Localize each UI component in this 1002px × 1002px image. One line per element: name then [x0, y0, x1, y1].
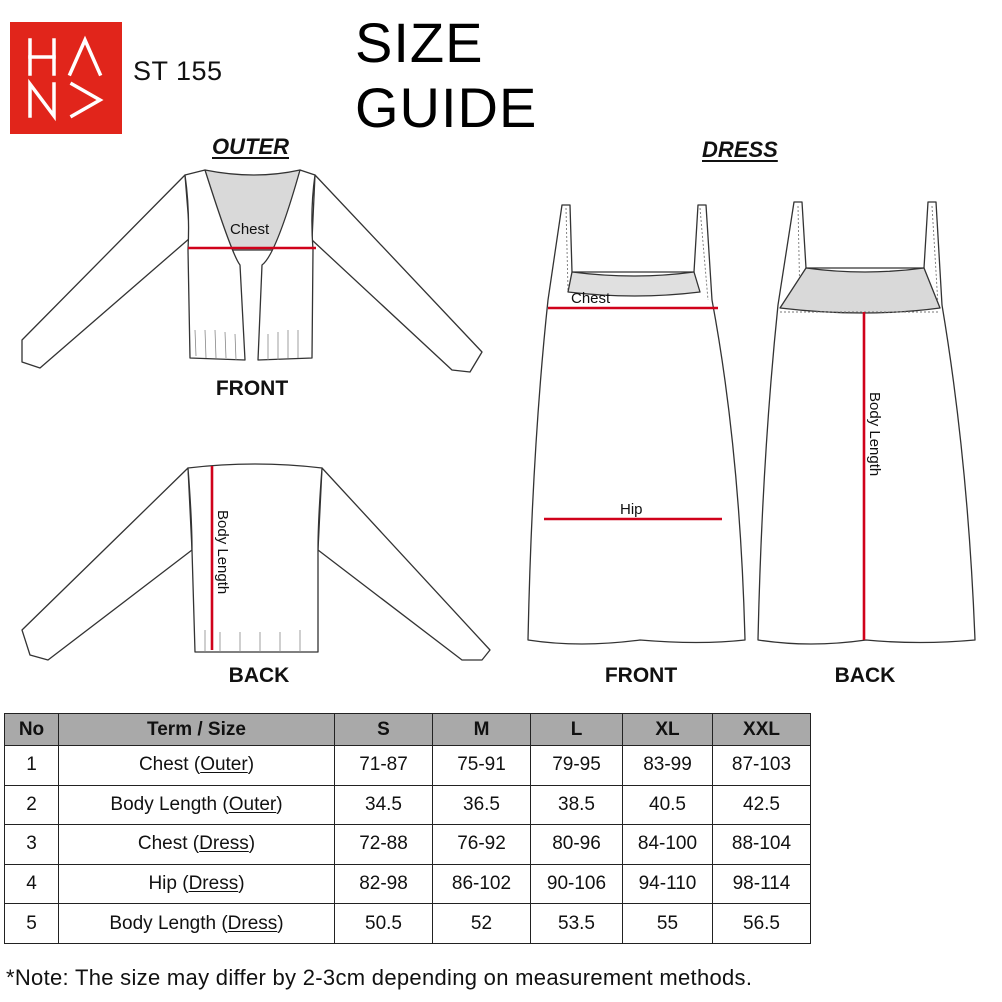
cell-value: 50.5 [335, 904, 433, 944]
cell-value: 76-92 [433, 825, 531, 865]
cell-value: 72-88 [335, 825, 433, 865]
cell-value: 80-96 [531, 825, 623, 865]
outer-section-label: OUTER [212, 134, 289, 159]
header-size-l: L [531, 714, 623, 746]
cell-value: 38.5 [531, 785, 623, 825]
table-row [5, 904, 811, 944]
row-no: 2 [5, 785, 59, 825]
outer-front-label: FRONT [215, 377, 289, 400]
header-no: No [5, 714, 59, 746]
header-term: Term / Size [59, 714, 335, 746]
cell-value: 40.5 [623, 785, 713, 825]
cell-value: 94-110 [623, 864, 713, 904]
outer-front-drawing [22, 170, 482, 372]
cell-value: 84-100 [623, 825, 713, 865]
header-size-s: S [335, 714, 433, 746]
cell-value: 56.5 [713, 904, 811, 944]
cell-value: 52 [433, 904, 531, 944]
row-term: Body Length (Outer) [59, 785, 335, 825]
dress-chest-label: Chest [571, 290, 611, 307]
cell-value: 55 [623, 904, 713, 944]
cell-value: 86-102 [433, 864, 531, 904]
row-term: Chest (Dress) [59, 825, 335, 865]
table-header-row [5, 714, 811, 746]
cell-value: 87-103 [713, 746, 811, 786]
table-row [5, 864, 811, 904]
row-term: Body Length (Dress) [59, 904, 335, 944]
cell-value: 83-99 [623, 746, 713, 786]
measurement-note: *Note: The size may differ by 2-3cm depending on measurement methods. [6, 965, 753, 990]
cell-value: 42.5 [713, 785, 811, 825]
cell-value: 53.5 [531, 904, 623, 944]
cell-value: 34.5 [335, 785, 433, 825]
outer-chest-label: Chest [230, 221, 270, 238]
table-row [5, 785, 811, 825]
size-table [4, 713, 811, 944]
cell-value: 82-98 [335, 864, 433, 904]
cell-value: 36.5 [433, 785, 531, 825]
row-no: 4 [5, 864, 59, 904]
page-title: SIZE GUIDE [355, 11, 538, 139]
dress-back-label: BACK [834, 664, 896, 687]
cell-value: 71-87 [335, 746, 433, 786]
table-row [5, 825, 811, 865]
table-row [5, 746, 811, 786]
row-no: 1 [5, 746, 59, 786]
row-term: Hip (Dress) [59, 864, 335, 904]
outer-back-label: BACK [228, 664, 290, 687]
outer-length-label: Body Length [214, 510, 231, 595]
header-size-xl: XL [623, 714, 713, 746]
row-term: Chest (Outer) [59, 746, 335, 786]
dress-front-drawing [528, 205, 745, 644]
header-size-xxl: XXL [713, 714, 811, 746]
header-size-m: M [433, 714, 531, 746]
cell-value: 88-104 [713, 825, 811, 865]
cell-value: 75-91 [433, 746, 531, 786]
dress-length-label: Body Length [866, 392, 883, 477]
dress-hip-label: Hip [620, 501, 643, 518]
outer-back-drawing [22, 464, 490, 660]
cell-value: 90-106 [531, 864, 623, 904]
style-code: ST 155 [133, 56, 223, 86]
cell-value: 98-114 [713, 864, 811, 904]
dress-section-label: DRESS [702, 137, 778, 162]
row-no: 3 [5, 825, 59, 865]
cell-value: 79-95 [531, 746, 623, 786]
row-no: 5 [5, 904, 59, 944]
dress-front-label: FRONT [604, 664, 678, 687]
